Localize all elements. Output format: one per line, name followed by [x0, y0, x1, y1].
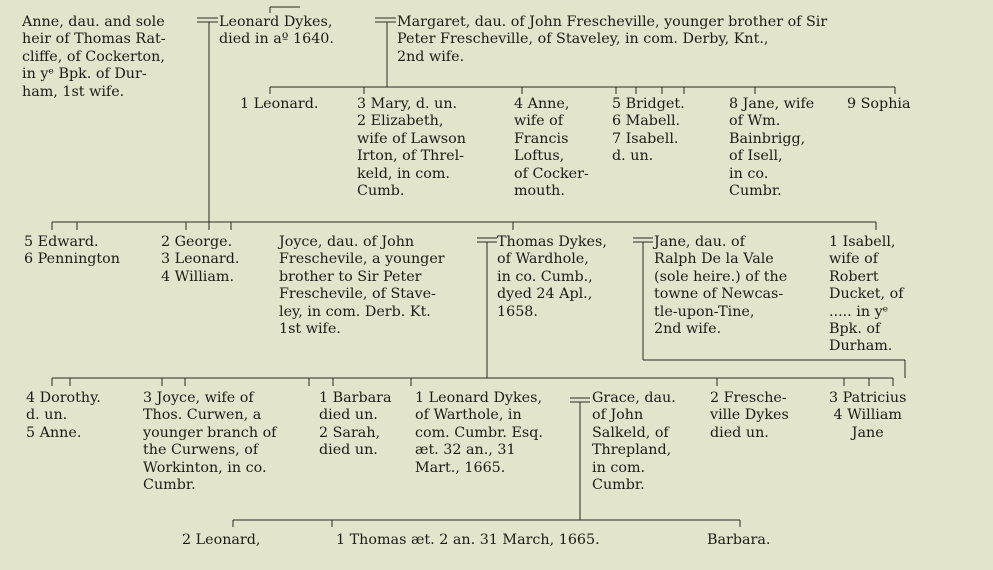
entry-dorothy-anne: 4 Dorothy. d. un. 5 Anne.: [26, 390, 101, 441]
entry-leonard-2: 2 Leonard,: [182, 532, 261, 548]
entry-margaret-frescheville: Margaret, dau. of John Frescheville, younger brother of Sir Peter Frescheville, of Staveley, in com. Derby, Knt., 2nd wife.: [397, 14, 828, 65]
entry-thomas-dykes: Thomas Dykes, of Wardhole, in co. Cumb., dyed 24 Apl., 1658.: [497, 234, 607, 320]
entry-leonard-dykes-1640: Leonard Dykes, died in aº 1640.: [219, 14, 334, 48]
entry-jane-de-la-vale: Jane, dau. of Ralph De la Vale (sole heire.) of the towne of Newcas- tle-upon-Tine, 2nd wife.: [654, 234, 788, 338]
entry-patricius-william-jane: 3 Patricius 4 William Jane: [829, 390, 907, 441]
entry-barbara-sarah: 1 Barbara died un. 2 Sarah, died un.: [319, 390, 392, 459]
entry-leonard-1: 1 Leonard.: [240, 96, 319, 112]
entry-edward-pennington: 5 Edward. 6 Pennington: [24, 234, 120, 268]
entry-sophia: 9 Sophia: [847, 96, 911, 112]
entry-joyce-freschevile: Joyce, dau. of John Freschevile, a younger brother to Sir Peter Freschevile, of Stave- ley, in com. Derb. Kt. 1st wife.: [279, 234, 445, 338]
entry-anne-loftus: 4 Anne, wife of Francis Loftus, of Cocker- mouth.: [514, 96, 589, 200]
entry-bridget-mabell-isabell: 5 Bridget. 6 Mabell. 7 Isabell. d. un.: [612, 96, 685, 165]
entry-jane-bainbrigg: 8 Jane, wife of Wm. Bainbrigg, of Isell, in co. Cumbr.: [729, 96, 815, 200]
entry-barbara: Barbara.: [707, 532, 771, 548]
entry-anne-ratcliffe: Anne, dau. and sole heir of Thomas Rat- cliffe, of Cockerton, in yᵉ Bpk. of Dur- ham, 1st wife.: [22, 14, 166, 100]
entry-thomas-1: 1 Thomas æt. 2 an. 31 March, 1665.: [336, 532, 600, 548]
entry-grace-salkeld: Grace, dau. of John Salkeld, of Threpland, in com. Cumbr.: [592, 390, 676, 494]
entry-mary-elizabeth: 3 Mary, d. un. 2 Elizabeth, wife of Lawson Irton, of Threl- keld, in com. Cumb.: [357, 96, 466, 200]
entry-frescheville-dykes: 2 Fresche- ville Dykes died un.: [710, 390, 789, 441]
entry-george-leonard-william: 2 George. 3 Leonard. 4 William.: [161, 234, 240, 285]
entry-joyce-curwen: 3 Joyce, wife of Thos. Curwen, a younger branch of the Curwens, of Workinton, in co. Cumbr.: [143, 390, 277, 494]
entry-leonard-dykes-warthole: 1 Leonard Dykes, of Warthole, in com. Cumbr. Esq. æt. 32 an., 31 Mart., 1665.: [415, 390, 543, 476]
entry-isabell-ducket: 1 Isabell, wife of Robert Ducket, of ..... in yᵉ Bpk. of Durham.: [829, 234, 904, 355]
